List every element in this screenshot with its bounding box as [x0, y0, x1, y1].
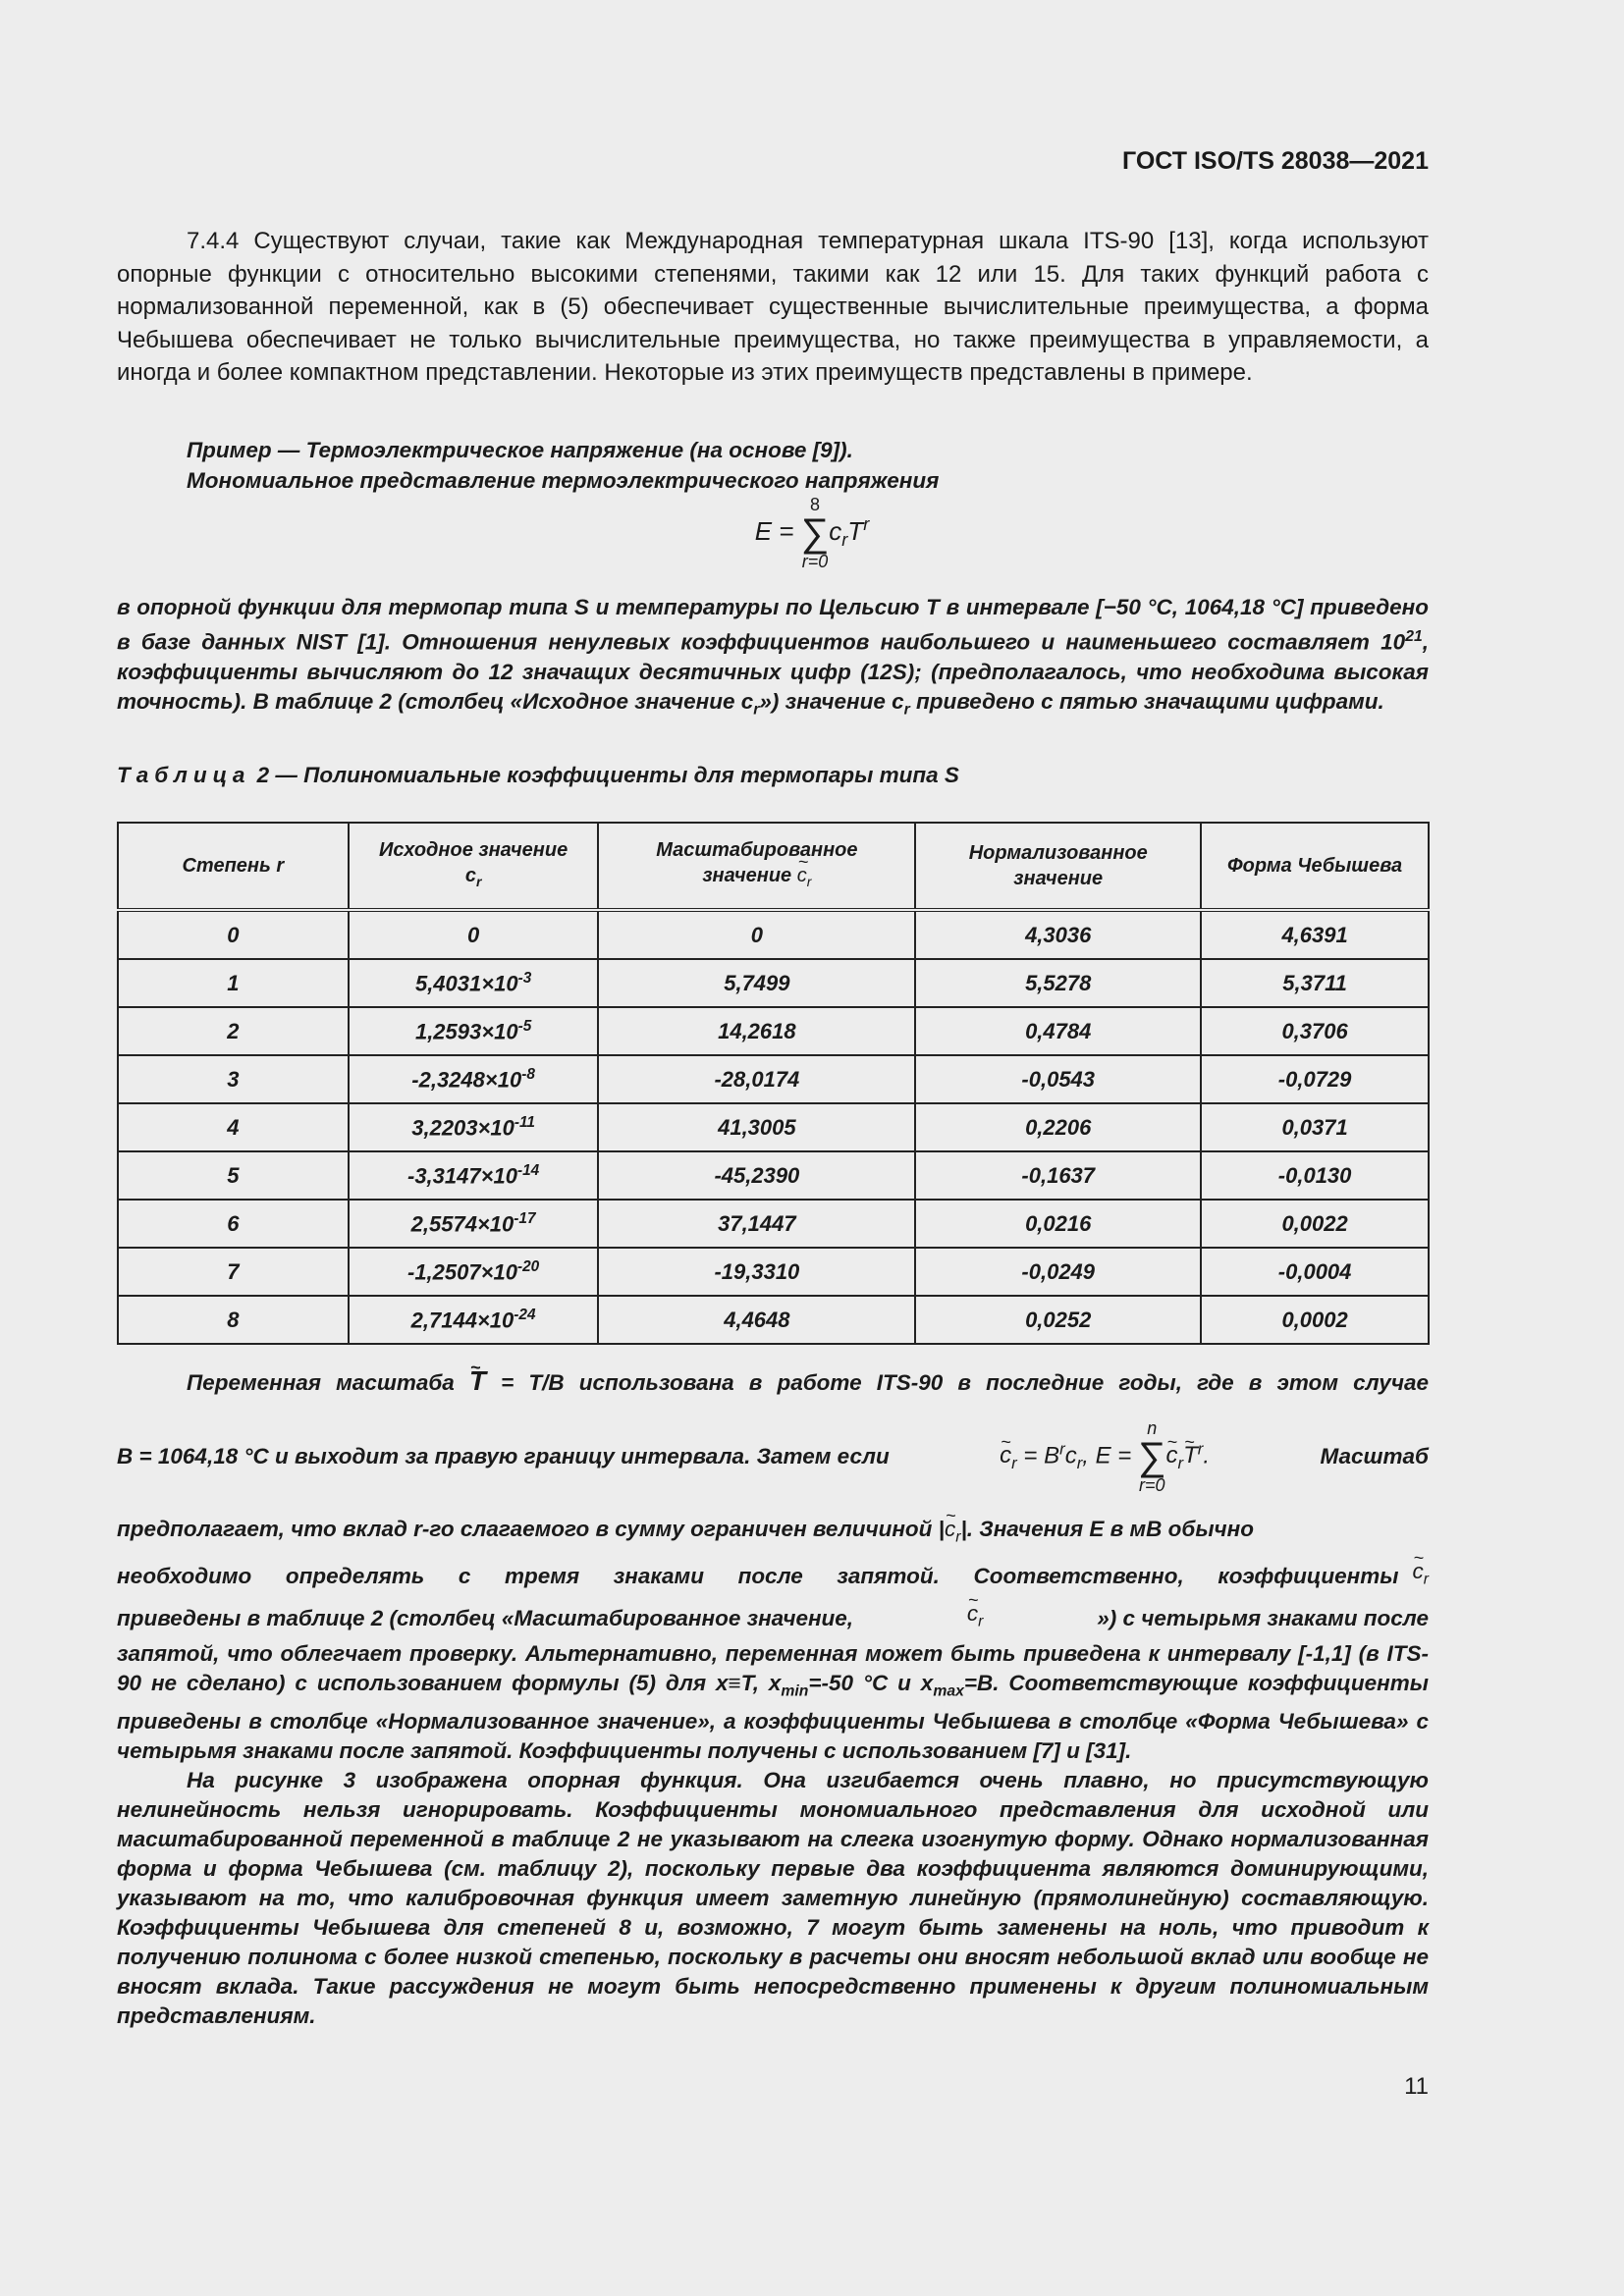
table-row [118, 1151, 1429, 1200]
caption-prefix: Таблица [117, 763, 251, 787]
text-segment: =-50 °C и x [808, 1671, 934, 1695]
header-normalized: Нормализованное значение [915, 823, 1201, 910]
table-caption [117, 763, 1429, 788]
cell-normalized: 0,2206 [915, 1103, 1201, 1151]
discussion-rest [117, 1639, 1429, 1766]
cell-original: $3,2203\times 10^{-11}$ [349, 1103, 599, 1151]
discussion-line-3: предполагает, что вклад r-го слагаемого в сумму ограничен величиной |~ $c_r|$. Значения E в мВ обычно [117, 1513, 1429, 1555]
example-title: Пример — Термоэлектрическое напряжение (на основе [9]). [187, 438, 853, 462]
table-row [118, 910, 1429, 959]
example-body [117, 593, 1429, 724]
page-number: 11 [1404, 2073, 1429, 2100]
var-exp: r [863, 514, 870, 535]
table-row [118, 1007, 1429, 1055]
discussion-line-5: приведены в таблице 2 (столбец «Масштабированное значение, ~ $c_r$ ») с четырьмя знаками после [117, 1597, 1429, 1639]
sigma-symbol: ∑ [800, 511, 830, 555]
text-segment: r [903, 701, 910, 718]
header-scaled: Масштабированное значение ~ $c_r$ [598, 823, 915, 910]
discussion-line-1: Переменная масштаба ~ T = T/B использована в работе ITS-90 в последние годы, где в этом случае [117, 1366, 1429, 1400]
sum-upper: 8 [809, 495, 820, 514]
cell-normalized: 4,3036 [915, 910, 1201, 959]
coef-c: c [829, 515, 842, 546]
cell-original: $-3,3147\times 10^{-14}$ [349, 1151, 599, 1200]
cell-scaled: -45,2390 [598, 1151, 915, 1200]
text-segment: min [781, 1682, 809, 1700]
cell-degree: 5 [118, 1151, 349, 1200]
text-segment: 21 [1405, 628, 1423, 645]
header-original: Исходное значение $c_r$ [349, 823, 599, 910]
text-segment: , коэффициенты вычисляют до 12 значащих десятичных цифр (12S); (предполагалось, что необходима высокая точность). В таблице 2 (столбец «Исходное значение c [117, 629, 1429, 714]
cell-chebyshev: 0,0371 [1201, 1103, 1429, 1151]
cell-chebyshev: 4,6391 [1201, 910, 1429, 959]
figure-3-paragraph: На рисунке 3 изображена опорная функция. Она изгибается очень плавно, но присутствующую нелинейность нельзя игнорировать. Коэффициенты мономиального представления для исходной или масштабированной переменной в таблице 2 не указывают на слегка изогнутую форму. Однако нормализованная форма и форма Чебышева (см. таблицу 2), поскольку первые два коэффициента являются доминирующими, указывают на то, что калибровочная функция имеет заметную линейную (прямолинейную) составляющую. Коэффициенты Чебышева для степеней 8 и, возможно, 7 могут быть заменены на ноль, что приводит к получению полинома с более низкой степенью, поскольку в расчеты они вносят небольшой вклад или вообще не вносят вклада. Такие рассуждения не могут быть непосредственно применены к другим полиномиальным представлениям. [117, 1767, 1429, 2028]
discussion-line-4: необходимо определять с тремя знаками после запятой. Соответственно, коэффициенты ~ $c_r$ [117, 1555, 1429, 1597]
paragraph-7-4-4: 7.4.4 Существуют случаи, такие как Международная температурная шкала ITS-90 [13], когда используют опорные функции с относительно высокими степенями, такими как 12 или 15. Для таких функций работа с нормализованной переменной, как в (5) обеспечивает существенные вычислительные преимущества, а форма Чебышева обеспечивает не только вычислительные преимущества, но также преимущества в управляемости, а иногда и более компактном представлении. Некоторые из этих преимуществ представлены в примере. [117, 228, 1429, 387]
cell-scaled: 41,3005 [598, 1103, 915, 1151]
cell-original: $2,7144\times 10^{-24}$ [349, 1296, 599, 1344]
cell-normalized: -0,0543 [915, 1055, 1201, 1103]
table-row [118, 1200, 1429, 1248]
sum-operator [801, 496, 830, 570]
document-header: ГОСТ ISO/TS 28038—2021 [1122, 147, 1429, 175]
cell-scaled: 4,4648 [598, 1296, 915, 1344]
cell-degree: 6 [118, 1200, 349, 1248]
cell-degree: 3 [118, 1055, 349, 1103]
table-row [118, 1296, 1429, 1344]
header-degree: Степень r [118, 823, 349, 910]
cell-original: $2,5574\times 10^{-17}$ [349, 1200, 599, 1248]
text-segment: =B. Соответствующие коэффициенты приведены в столбце «Нормализованное значение», а коэффициенты Чебышева в столбце «Форма Чебышева» с четырьмя знаками после запятой. Коэффициенты получены с использованием [7] и [31]. [117, 1671, 1429, 1763]
text-segment: r [753, 701, 760, 718]
cell-normalized: 0,0216 [915, 1200, 1201, 1248]
cell-original: 0 [349, 910, 599, 959]
table-row [118, 1055, 1429, 1103]
sum-lower: r=0 [801, 552, 829, 571]
table-row [118, 1248, 1429, 1296]
cell-degree: 2 [118, 1007, 349, 1055]
text-segment: в опорной функции для термопар типа S и температуры по Цельсию T в интервале [−50 °C, 1064,18 °C] приведено в базе данных NIST [1]. Отношения ненулевых коэффициентов наибольшего и наименьшего составляет 10 [117, 595, 1429, 655]
cell-original: $1,2593\times 10^{-5}$ [349, 1007, 599, 1055]
discussion-paragraph [117, 1366, 1429, 2031]
example-subtitle: Мономиальное представление термоэлектрического напряжения [187, 468, 940, 493]
example-heading [117, 435, 1429, 496]
table-header-row [118, 823, 1429, 910]
cell-scaled: -19,3310 [598, 1248, 915, 1296]
cell-degree: 4 [118, 1103, 349, 1151]
text-segment: ») значение c [759, 688, 904, 714]
monomial-formula [0, 496, 1624, 570]
cell-scaled: -28,0174 [598, 1055, 915, 1103]
cell-normalized: 0,0252 [915, 1296, 1201, 1344]
cell-chebyshev: -0,0130 [1201, 1151, 1429, 1200]
cell-chebyshev: -0,0729 [1201, 1055, 1429, 1103]
header-chebyshev: Форма Чебышева [1201, 823, 1429, 910]
cell-scaled: 37,1447 [598, 1200, 915, 1248]
var-T: T [847, 515, 864, 546]
table-row [118, 1103, 1429, 1151]
cell-original: $-2,3248\times 10^{-8}$ [349, 1055, 599, 1103]
cell-chebyshev: 0,0022 [1201, 1200, 1429, 1248]
sum-operator-n: n ∑ r=0 [1138, 1417, 1166, 1495]
cell-original: $-1,2507\times 10^{-20}$ [349, 1248, 599, 1296]
text-segment: max [933, 1682, 964, 1700]
cell-chebyshev: 5,3711 [1201, 959, 1429, 1007]
cell-degree: 8 [118, 1296, 349, 1344]
cell-degree: 7 [118, 1248, 349, 1296]
cell-normalized: -0,0249 [915, 1248, 1201, 1296]
cell-original: $5,4031\times 10^{-3}$ [349, 959, 599, 1007]
cell-scaled: 5,7499 [598, 959, 915, 1007]
cell-degree: 0 [118, 910, 349, 959]
cell-chebyshev: 0,3706 [1201, 1007, 1429, 1055]
scaled-coef-formula: ~ $c_r = B^rc_r$, E = n ∑ r=0 ~ $c_r\sim$ $T^r$. [1000, 1419, 1210, 1494]
cell-chebyshev: -0,0004 [1201, 1248, 1429, 1296]
text-segment: запятой, что облегчает проверку. Альтернативно, переменная может быть приведена к интервалу [-1,1] (в ITS-90 не сделано) с использованием формулы (5) для x≡T, x [117, 1641, 1429, 1695]
cell-scaled: 14,2618 [598, 1007, 915, 1055]
cell-normalized: 0,4784 [915, 1007, 1201, 1055]
T-tilde: ~ T [469, 1366, 486, 1396]
text-segment: приведено с пятью значащими цифрами. [909, 688, 1384, 714]
discussion-line-2: B = 1064,18 °C и выходит за правую границу интервала. Затем если ~ $c_r = B^rc_r$, E = n ∑ r=0 ~ $c_r\sim$ $T^r$. Масштаб [117, 1400, 1429, 1513]
cell-normalized: -0,1637 [915, 1151, 1201, 1200]
cell-degree: 1 [118, 959, 349, 1007]
cell-chebyshev: 0,0002 [1201, 1296, 1429, 1344]
coefficients-table [117, 822, 1430, 1345]
table-row [118, 959, 1429, 1007]
cell-scaled: 0 [598, 910, 915, 959]
cell-normalized: 5,5278 [915, 959, 1201, 1007]
caption-text: 2 — Полиномиальные коэффициенты для термопары типа S [250, 763, 959, 787]
formula-lhs: E = [754, 515, 794, 546]
coef-sub: r [841, 530, 848, 551]
